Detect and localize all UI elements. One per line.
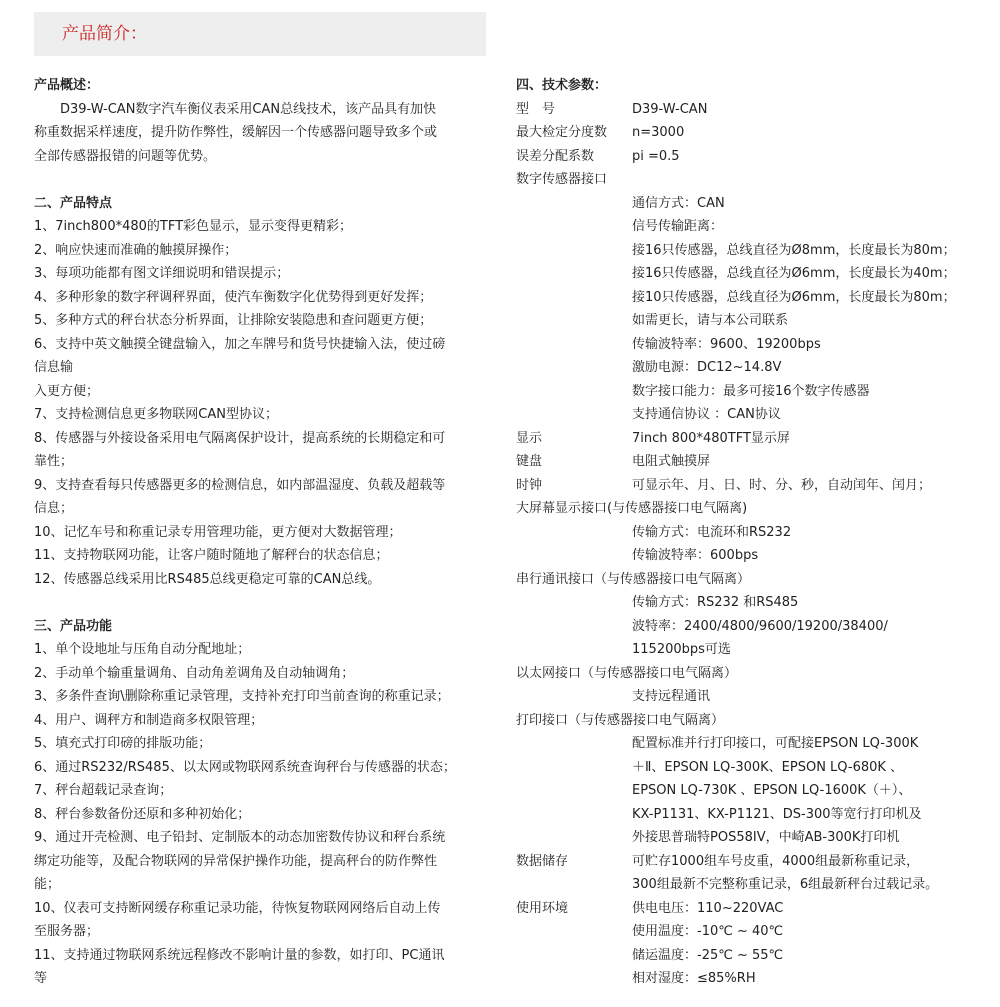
spec-value: 接10只传感器，总线直径为Ø6mm，长度最长为80m；: [632, 289, 956, 305]
function-item: 9、通过开壳检测、电子铅封、定制版本的动态加密数传协议和秤台系统: [34, 830, 446, 845]
function-item: 5、填充式打印磅的排版功能；: [34, 736, 212, 751]
spec-row: [516, 403, 991, 427]
functions-heading: 三、产品功能: [34, 618, 113, 634]
spacer: [34, 591, 489, 615]
feature-item: 3、每项功能都有图文详细说明和错误提示；: [34, 266, 290, 281]
spec-row: [516, 168, 991, 192]
spec-row: [516, 286, 991, 310]
overview-line: 全部传感器报错的问题等优势。: [34, 148, 217, 164]
spec-row: [516, 756, 991, 780]
spec-row: [516, 967, 991, 991]
feature-item: 1、7inch800*480的TFT彩色显示，显示变得更精彩；: [34, 219, 353, 234]
spec-row: [516, 615, 991, 639]
spec-value: pi =0.5: [632, 148, 680, 164]
function-item: 1、单个设地址与压角自动分配地址；: [34, 642, 251, 657]
function-item: 至服务器；: [34, 924, 100, 939]
spec-value: 外接思普瑞特POS58IV，中崎AB-300K打印机: [632, 830, 900, 845]
spec-row: [516, 497, 991, 521]
feature-item: 9、支持查看每只传感器更多的检测信息，如内部温湿度、负载及超载等: [34, 477, 446, 493]
spec-value: 传输波特率：9600、19200bps: [632, 336, 821, 352]
spec-row: [516, 920, 991, 944]
spec-value: 如需更长，请与本公司联系: [632, 313, 789, 328]
feature-item: 信息输: [34, 360, 74, 375]
spec-value: 数字接口能力：最多可接16个数字传感器: [632, 383, 870, 399]
spec-row: [516, 380, 991, 404]
spec-row: [516, 591, 991, 615]
spec-row: [516, 897, 991, 921]
function-item: 3、多条件查询\删除称重记录管理，支持补充打印当前查询的称重记录；: [34, 689, 450, 704]
spec-row: [516, 709, 991, 733]
spec-row: [516, 98, 991, 122]
spec-row: [516, 662, 991, 686]
spec-value: EPSON LQ-730K 、EPSON LQ-1600K（＋）、: [632, 783, 912, 798]
feature-item: 信息；: [34, 501, 74, 516]
function-item: 10、仪表可支持断网缓存称重记录功能，待恢复物联网网络后自动上传: [34, 900, 441, 916]
feature-item: 4、多种形象的数字秤调秤界面，使汽车衡数字化优势得到更好发挥；: [34, 289, 433, 305]
tech-params-heading: 四、技术参数：: [516, 78, 608, 93]
spec-key: 大屏幕显示接口(与传感器接口电气隔离): [516, 501, 748, 516]
feature-item: 8、传感器与外接设备采用电气隔离保护设计，提高系统的长期稳定和可: [34, 430, 446, 446]
function-item: 7、秤台超载记录查询；: [34, 783, 173, 798]
spec-key: 最大检定分度数: [516, 125, 608, 140]
function-item: 8、秤台参数备份还原和多种初始化；: [34, 806, 251, 822]
function-item: 11、支持通过物联网系统远程修改不影响计量的参数，如打印、PC通讯: [34, 947, 445, 963]
spec-value: 传输波特率：600bps: [632, 548, 759, 563]
spec-row: [516, 944, 991, 968]
banner-title: 产品简介：: [62, 24, 147, 44]
function-item: 2、手动单个输重量调角、自动角差调角及自动轴调角；: [34, 665, 355, 681]
spec-row: [516, 873, 991, 897]
spec-key: 显示: [516, 430, 543, 446]
spec-key: 以太网接口（与传感器接口电气隔离）: [516, 665, 738, 681]
spec-value: 支持远程通讯: [632, 689, 711, 704]
feature-item: 靠性；: [34, 454, 74, 469]
spec-row: [516, 850, 991, 874]
spec-value: 激励电源：DC12~14.8V: [632, 360, 782, 375]
function-item: 等: [34, 971, 48, 986]
spec-value: 相对湿度：≤85%RH: [632, 971, 756, 986]
spec-row: [516, 356, 991, 380]
overview-heading: 产品概述：: [34, 78, 100, 93]
feature-item: 7、支持检测信息更多物联网CAN型协议；: [34, 407, 278, 422]
spec-row: [516, 215, 991, 239]
spec-value: 传输方式：RS232 和RS485: [632, 595, 799, 610]
spec-key: 使用环境: [516, 900, 569, 916]
spec-value: KX-P1131、KX-P1121、DS-300等宽行打印机及: [632, 806, 922, 822]
feature-item: 2、响应快速而准确的触摸屏操作；: [34, 242, 238, 258]
spec-row: [516, 544, 991, 568]
function-item: 能；: [34, 877, 61, 892]
function-item: 6、通过RS232/RS485、以太网或物联网系统查询秤台与传感器的状态；: [34, 759, 456, 775]
spec-value: 信号传输距离：: [632, 219, 724, 234]
function-item: 绑定功能等，及配合物联网的异常保护操作功能，提高秤台的防作弊性: [34, 853, 438, 869]
spec-row: [516, 262, 991, 286]
spec-value: 支持通信协议 ：CAN协议: [632, 407, 781, 422]
spec-value: 可显示年、月、日、时、分、秒，自动闰年、闰月；: [632, 477, 932, 493]
spec-row: [516, 121, 991, 145]
spec-value: D39-W-CAN: [632, 101, 708, 117]
right-column: [516, 74, 991, 991]
spec-row: [516, 333, 991, 357]
overview-line: D39-W-CAN数字汽车衡仪表采用CAN总线技术，该产品具有加快: [60, 101, 437, 117]
spec-row: [516, 474, 991, 498]
spec-value: 接16只传感器，总线直径为Ø6mm，长度最长为40m；: [632, 266, 956, 281]
spec-value: 供电电压：110~220VAC: [632, 900, 784, 916]
spec-row: [516, 779, 991, 803]
spec-key: 时钟: [516, 477, 543, 493]
feature-item: 5、多种方式的秤台状态分析界面，让排除安装隐患和查问题更方便；: [34, 313, 433, 328]
features-heading: 二、产品特点: [34, 195, 113, 211]
spacer: [34, 168, 489, 192]
spec-row: [516, 826, 991, 850]
spec-row: [516, 427, 991, 451]
spec-key: 误差分配系数: [516, 148, 595, 164]
spec-value: 传输方式：电流环和RS232: [632, 524, 792, 540]
spec-value: 115200bps可选: [632, 642, 731, 657]
spec-row: [516, 450, 991, 474]
spec-row: [516, 239, 991, 263]
spec-row: [516, 145, 991, 169]
spec-value: 300组最新不完整称重记录，6组最新秤台过载记录。: [632, 877, 939, 892]
spec-key: 打印接口（与传感器接口电气隔离）: [516, 712, 725, 728]
spec-value: 使用温度：-10℃ ~ 40℃: [632, 924, 784, 939]
feature-item: 12、传感器总线采用比RS485总线更稳定可靠的CAN总线。: [34, 571, 381, 587]
spec-value: 7inch 800*480TFT显示屏: [632, 430, 790, 446]
spec-row: [516, 732, 991, 756]
spec-key: 型 号: [516, 101, 556, 117]
spec-value: 可贮存1000组车号皮重，4000组最新称重记录，: [632, 853, 920, 869]
spec-row: [516, 638, 991, 662]
spec-value: 波特率：2400/4800/9600/19200/38400/: [632, 618, 888, 634]
spec-value: 配置标准并行打印接口，可配接EPSON LQ-300K: [632, 736, 919, 751]
spec-value: 接16只传感器，总线直径为Ø8mm，长度最长为80m；: [632, 242, 956, 258]
spec-key: 数据储存: [516, 853, 569, 869]
spec-key: 键盘: [516, 454, 543, 469]
feature-item: 11、支持物联网功能，让客户随时随地了解秤台的状态信息；: [34, 548, 389, 563]
overview-line: 称重数据采样速度，提升防作弊性，缓解因一个传感器问题导致多个或: [34, 125, 438, 140]
spec-row: [516, 803, 991, 827]
spec-value: 储运温度：-25℃ ~ 55℃: [632, 947, 784, 963]
spec-value: ＋Ⅱ、EPSON LQ-300K、EPSON LQ-680K 、: [632, 759, 904, 775]
spec-row: [516, 309, 991, 333]
spec-row: [516, 521, 991, 545]
function-item: 4、用户、调秤方和制造商多权限管理；: [34, 712, 264, 728]
spec-row: [516, 192, 991, 216]
spec-row: [516, 568, 991, 592]
spec-value: 通信方式：CAN: [632, 195, 725, 211]
left-column: [34, 74, 489, 991]
spec-key: 串行通讯接口（与传感器接口电气隔离）: [516, 571, 751, 587]
spec-row: [516, 685, 991, 709]
feature-item: 6、支持中英文触摸全键盘输入，加之车牌号和货号快捷输入法，使过磅: [34, 336, 446, 352]
section-banner: [34, 12, 486, 56]
feature-item: 10、记忆车号和称重记录专用管理功能，更方便对大数据管理；: [34, 524, 402, 540]
feature-item: 入更方便；: [34, 383, 100, 399]
spec-value: n=3000: [632, 125, 685, 140]
spec-key: 数字传感器接口: [516, 172, 608, 187]
spec-value: 电阻式触摸屏: [632, 454, 711, 469]
